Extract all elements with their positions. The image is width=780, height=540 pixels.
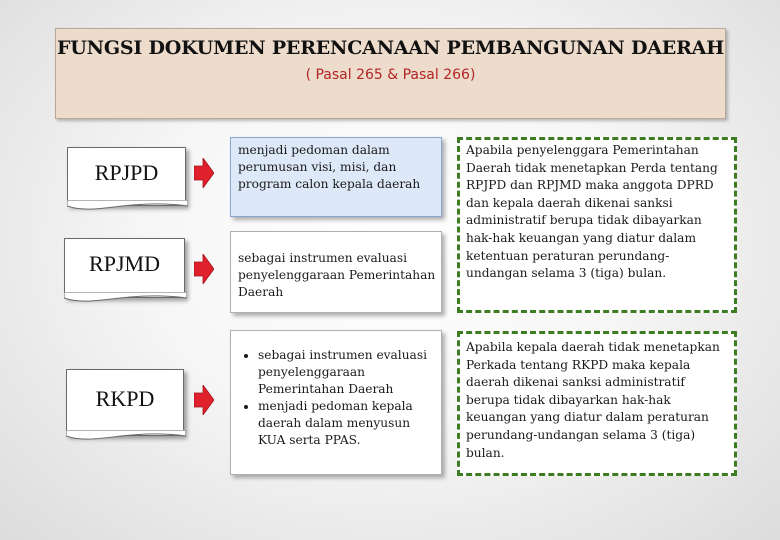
sanction-rkpd: Apabila kepala daerah tidak menetapkan Perkada tentang RKPD maka kepala daerah dikenai sanksi administratif berupa tidak dibayarkan hak-hak keuangan yang diatur dalam peraturan perundang-undangan selama 3 (tiga) bulan. <box>457 331 737 476</box>
right-block-arrow-icon <box>194 254 214 284</box>
doc-rpjpd-label: RPJPD <box>94 159 159 185</box>
right-block-arrow-icon <box>194 158 214 188</box>
desc-rkpd <box>230 330 442 475</box>
doc-rkpd-label: RKPD <box>95 385 155 411</box>
title-box <box>55 28 726 119</box>
page-title: FUNGSI DOKUMEN PERENCANAAN PEMBANGUNAN DAERAH <box>57 37 724 59</box>
desc-rpjmd: sebagai instrumen evaluasi penyelenggaraan Pemerintahan Daerah <box>230 231 442 313</box>
sanction-rpjpd-rpjmd: Apabila penyelenggara Pemerintahan Daerah tidak menetapkan Perda tentang RPJPD dan RPJMD maka anggota DPRD dan kepala daerah dikenai sanksi administratif berupa tidak dibayarkan hak-hak keuangan yang diatur dalam ketentuan peraturan perundang-undangan selama 3 (tiga) bulan. <box>457 137 737 313</box>
doc-wave-icon <box>64 292 187 306</box>
doc-rkpd <box>66 369 184 436</box>
right-block-arrow-icon <box>194 385 214 415</box>
list-item: • menjadi pedoman kepala daerah dalam menyusun KUA serta PPAS. <box>258 398 437 449</box>
doc-wave-icon <box>66 430 186 444</box>
doc-rpjmd-label: RPJMD <box>89 251 160 276</box>
doc-rpjpd <box>67 147 186 206</box>
page-subtitle: ( Pasal 265 & Pasal 266) <box>305 67 476 83</box>
desc-rpjpd: menjadi pedoman dalam perumusan visi, misi, dan program calon kepala daerah <box>230 137 442 217</box>
doc-wave-icon <box>67 200 188 214</box>
doc-rpjmd <box>64 238 185 298</box>
desc-rkpd-list <box>238 347 437 449</box>
list-item: • sebagai instrumen evaluasi penyelenggaraan Pemerintahan Daerah <box>258 347 437 398</box>
